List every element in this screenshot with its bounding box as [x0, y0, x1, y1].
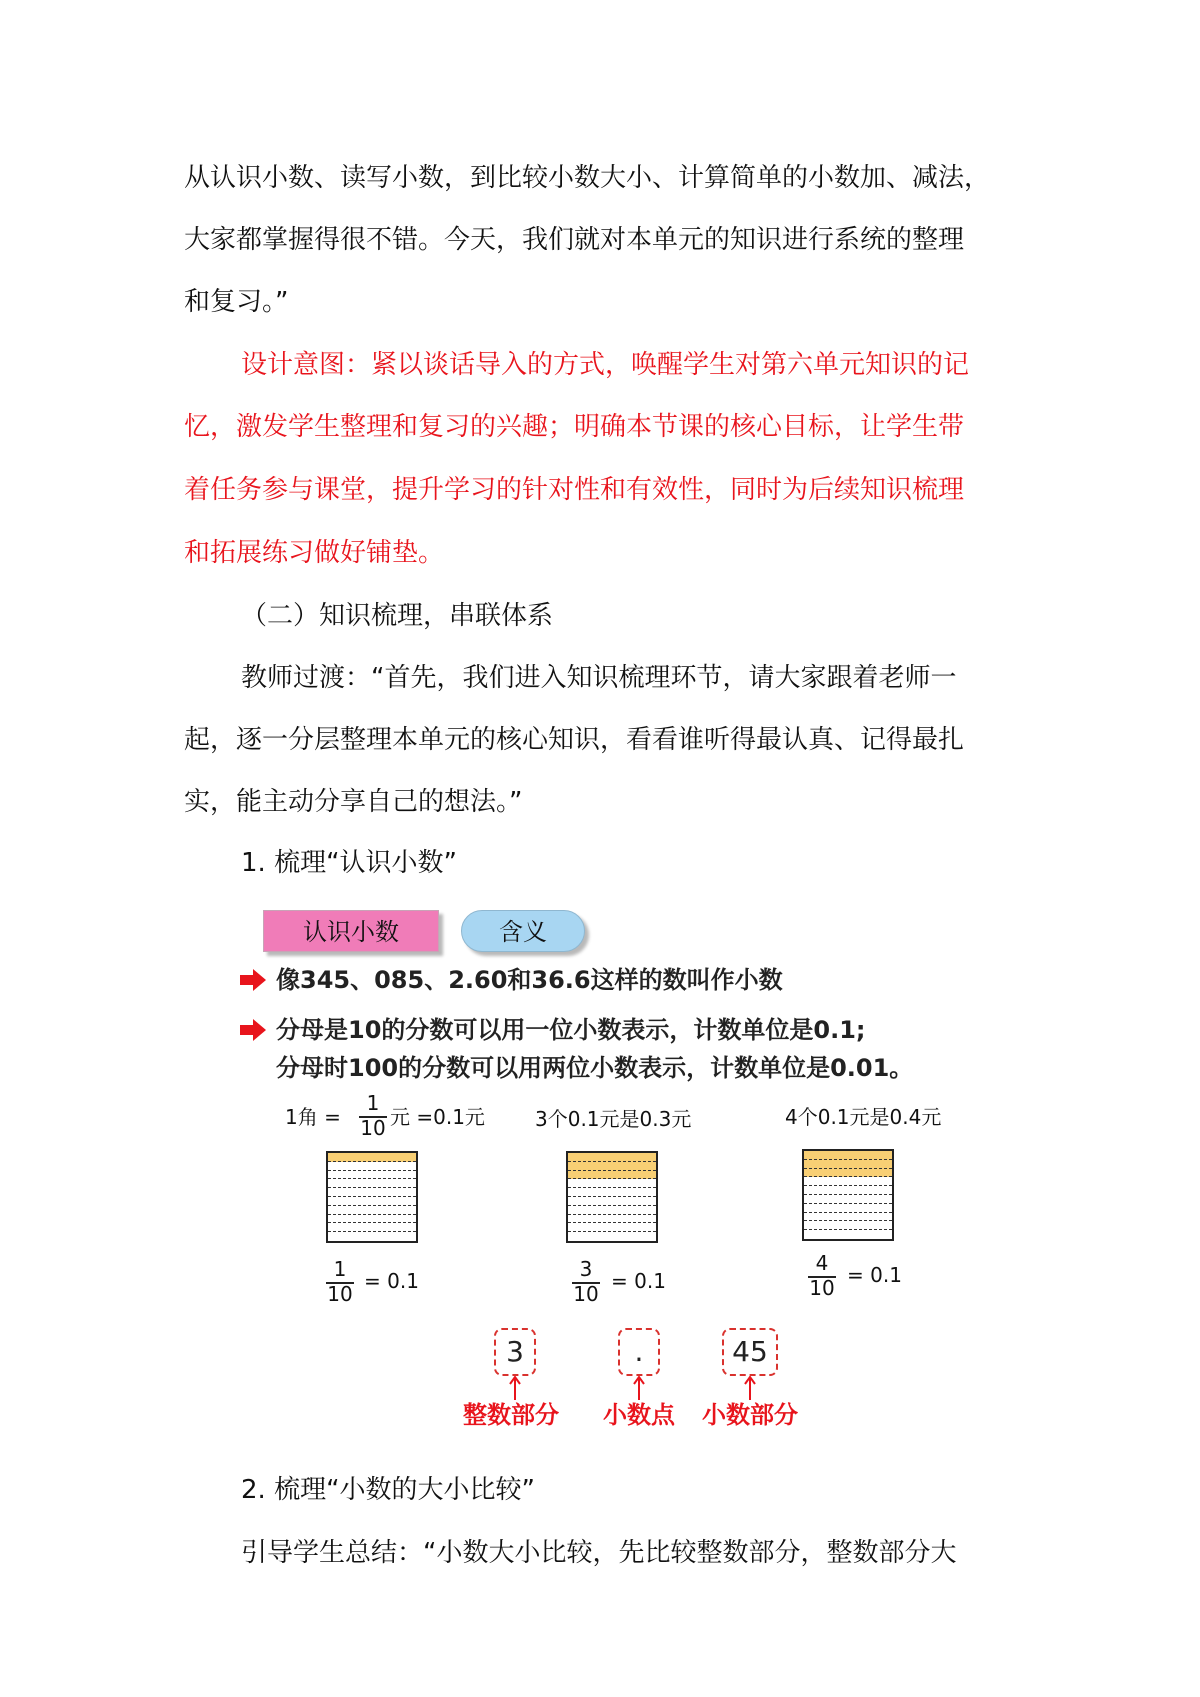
design-intent-line: 着任务参与课堂，提升学习的针对性和有效性，同时为后续知识梳理 — [184, 475, 965, 505]
paragraph-line: 起，逐一分层整理本单元的核心知识，看看谁听得最认真、记得最扎 — [184, 725, 965, 755]
caption-2: 3个0.1元是0.3元 — [535, 1107, 692, 1131]
integer-part-box: 3 — [494, 1328, 536, 1376]
paragraph-line: 从认识小数、读写小数，到比较小数大小、计算简单的小数加、减法， — [184, 163, 991, 193]
fraction-denominator: 10 — [360, 1116, 386, 1140]
decimal-part-box: 45 — [722, 1328, 778, 1376]
grid-row — [804, 1230, 892, 1239]
bullet-fraction-rule: 分母是10的分数可以用一位小数表示，计数单位是0.1; — [276, 1016, 866, 1044]
fraction-equation: = 0.1 — [611, 1269, 666, 1293]
design-intent-line: 和拓展练习做好铺垫。 — [184, 538, 445, 568]
grid-row — [328, 1232, 416, 1241]
up-arrow-icon — [633, 1376, 645, 1400]
fraction-equation: = 0.1 — [847, 1263, 902, 1287]
fraction-denominator: 10 — [327, 1282, 353, 1306]
fraction-equation: = 0.1 — [364, 1269, 419, 1293]
up-arrow-icon — [744, 1376, 756, 1400]
grid-row-filled — [328, 1153, 416, 1162]
design-intent-line: 忆，激发学生整理和复习的兴趣；明确本节课的核心目标，让学生带 — [184, 412, 965, 442]
fraction-numerator: 4 — [815, 1251, 829, 1275]
grid-row — [568, 1215, 656, 1224]
grid-row — [568, 1179, 656, 1188]
fraction-numerator: 1 — [333, 1257, 347, 1281]
paragraph-line: 实，能主动分享自己的想法。” — [184, 787, 523, 817]
item-heading-2: 2. 梳理“小数的大小比较” — [241, 1475, 536, 1505]
label-decimal-part: 小数部分 — [702, 1401, 798, 1429]
fraction-denominator: 10 — [809, 1276, 835, 1300]
grid-fraction — [569, 1258, 603, 1306]
fraction-numerator: 1 — [366, 1091, 380, 1115]
grid-fraction — [323, 1258, 357, 1306]
paragraph-line: 大家都掌握得很不错。今天，我们就对本单元的知识进行系统的整理 — [184, 225, 965, 255]
grid-row-filled — [568, 1153, 656, 1162]
up-arrow-icon — [509, 1376, 521, 1400]
grid-row — [568, 1197, 656, 1206]
grid-row — [804, 1177, 892, 1186]
caption-1: 1角 = — [285, 1105, 341, 1129]
tag-recognize-decimals: 认识小数 — [263, 910, 439, 952]
red-arrow-icon — [240, 1019, 266, 1041]
grid-row — [568, 1206, 656, 1215]
grid-row — [804, 1195, 892, 1204]
grid-row — [328, 1197, 416, 1206]
grid-row — [804, 1204, 892, 1213]
grid-row-filled — [804, 1169, 892, 1178]
caption-fraction — [356, 1092, 390, 1140]
paragraph-line: 和复习。” — [184, 287, 289, 317]
grid-row — [568, 1223, 656, 1232]
grid-row — [804, 1213, 892, 1222]
grid-row — [804, 1221, 892, 1230]
tag-meaning: 含义 — [461, 910, 585, 952]
paragraph-line: 教师过渡：“首先，我们进入知识梳理环节，请大家跟着老师一 — [241, 663, 957, 693]
grid-row-filled — [568, 1171, 656, 1180]
decimal-point-box: . — [618, 1328, 660, 1376]
caption-1-post: 元 =0.1元 — [390, 1105, 485, 1129]
grid-row — [328, 1206, 416, 1215]
grid-row — [328, 1171, 416, 1180]
tenths-grid — [566, 1151, 658, 1243]
bullet-fraction-rule: 分母时100的分数可以用两位小数表示，计数单位是0.01。 — [276, 1054, 914, 1082]
item-heading-1: 1. 梳理“认识小数” — [241, 848, 458, 878]
grid-row — [328, 1215, 416, 1224]
grid-row — [568, 1188, 656, 1197]
fraction-denominator: 10 — [573, 1282, 599, 1306]
section-heading: （二）知识梳理，串联体系 — [241, 601, 554, 631]
tenths-grid — [326, 1151, 418, 1243]
grid-row — [328, 1179, 416, 1188]
grid-row — [328, 1188, 416, 1197]
red-arrow-icon — [240, 969, 266, 991]
grid-row — [328, 1223, 416, 1232]
label-decimal-point: 小数点 — [603, 1401, 675, 1429]
design-intent-line: 设计意图：紧以谈话导入的方式，唤醒学生对第六单元知识的记 — [241, 350, 970, 380]
tenths-grid — [802, 1149, 894, 1241]
grid-row — [804, 1186, 892, 1195]
bullet-definition: 像345、085、2.60和36.6这样的数叫作小数 — [276, 966, 783, 994]
fraction-numerator: 3 — [579, 1257, 593, 1281]
grid-row-filled — [568, 1162, 656, 1171]
grid-row-filled — [804, 1160, 892, 1169]
grid-row — [568, 1232, 656, 1241]
caption-3: 4个0.1元是0.4元 — [785, 1105, 942, 1129]
paragraph-line: 引导学生总结：“小数大小比较，先比较整数部分，整数部分大 — [241, 1538, 957, 1568]
grid-fraction — [805, 1252, 839, 1300]
grid-row — [328, 1162, 416, 1171]
grid-row-filled — [804, 1151, 892, 1160]
label-integer-part: 整数部分 — [463, 1401, 559, 1429]
